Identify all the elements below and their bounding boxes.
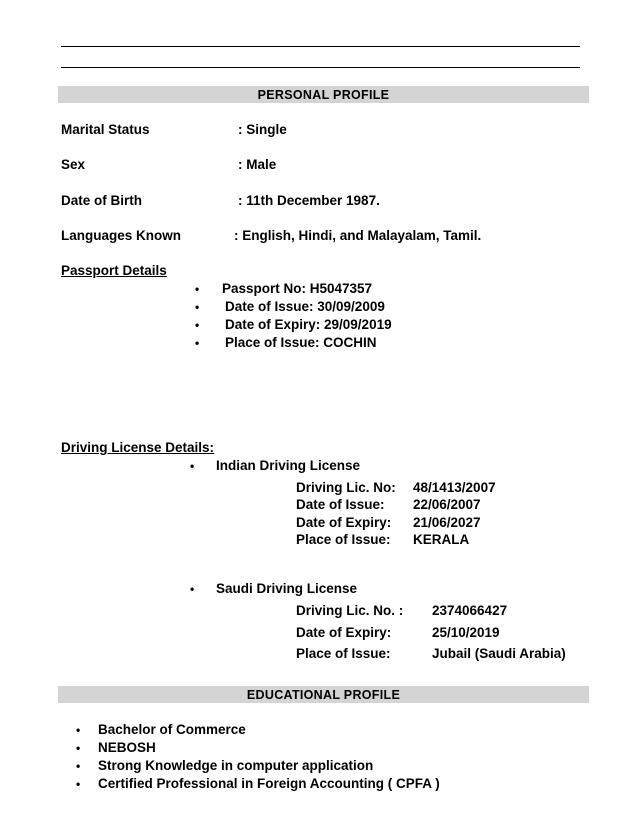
indian-row-value: 22/06/2007 [413,497,481,512]
education-item: Strong Knowledge in computer application [98,758,374,773]
education-item: Certified Professional in Foreign Accounting ( CPFA ) [98,776,440,791]
field-label-sex: Sex [61,157,86,172]
saudi-license-title: Saudi Driving License [216,581,358,596]
field-label-languages: Languages Known [61,228,182,243]
bullet-icon: • [190,459,195,473]
saudi-row-value: 25/10/2019 [432,625,500,640]
field-value-dob: : 11th December 1987. [238,193,380,208]
saudi-row-label: Driving Lic. No. : [296,603,404,618]
field-label-marital: Marital Status [61,122,150,137]
passport-item: Passport No: H5047357 [222,281,373,296]
bullet-icon: • [76,777,81,791]
field-label-dob: Date of Birth [61,193,142,208]
saudi-row-label: Place of Issue: [296,646,391,661]
bullet-icon: • [195,336,200,350]
indian-license-title: Indian Driving License [216,458,361,473]
bullet-icon: • [195,300,200,314]
driving-heading: Driving License Details: [61,440,215,455]
saudi-row-value: 2374066427 [432,603,508,618]
field-value-languages: : English, Hindi, and Malayalam, Tamil. [234,228,482,243]
indian-row-value: 48/1413/2007 [413,480,496,495]
education-item: Bachelor of Commerce [98,722,246,737]
bullet-icon: • [76,741,81,755]
top-rule-1 [61,46,580,47]
field-value-marital: : Single [238,122,287,137]
passport-item: Date of Issue: 30/09/2009 [225,299,385,314]
saudi-row-label: Date of Expiry: [296,625,392,640]
indian-row-label: Place of Issue: [296,532,391,547]
personal-profile-heading: PERSONAL PROFILE [58,86,589,103]
indian-row-label: Driving Lic. No: [296,480,396,495]
passport-item: Place of Issue: COCHIN [225,335,377,350]
passport-item: Date of Expiry: 29/09/2019 [225,317,392,332]
bullet-icon: • [76,723,81,737]
saudi-row-value: Jubail (Saudi Arabia) [432,646,566,661]
indian-row-label: Date of Expiry: [296,515,392,530]
bullet-icon: • [195,318,200,332]
field-value-sex: : Male [238,157,277,172]
indian-row-value: KERALA [413,532,470,547]
educational-profile-heading: EDUCATIONAL PROFILE [58,686,589,703]
bullet-icon: • [76,759,81,773]
bullet-icon: • [195,282,200,296]
indian-row-value: 21/06/2027 [413,515,481,530]
bullet-icon: • [190,582,195,596]
indian-row-label: Date of Issue: [296,497,385,512]
education-item: NEBOSH [98,740,156,755]
passport-heading: Passport Details [61,263,167,278]
top-rule-2 [61,67,580,68]
